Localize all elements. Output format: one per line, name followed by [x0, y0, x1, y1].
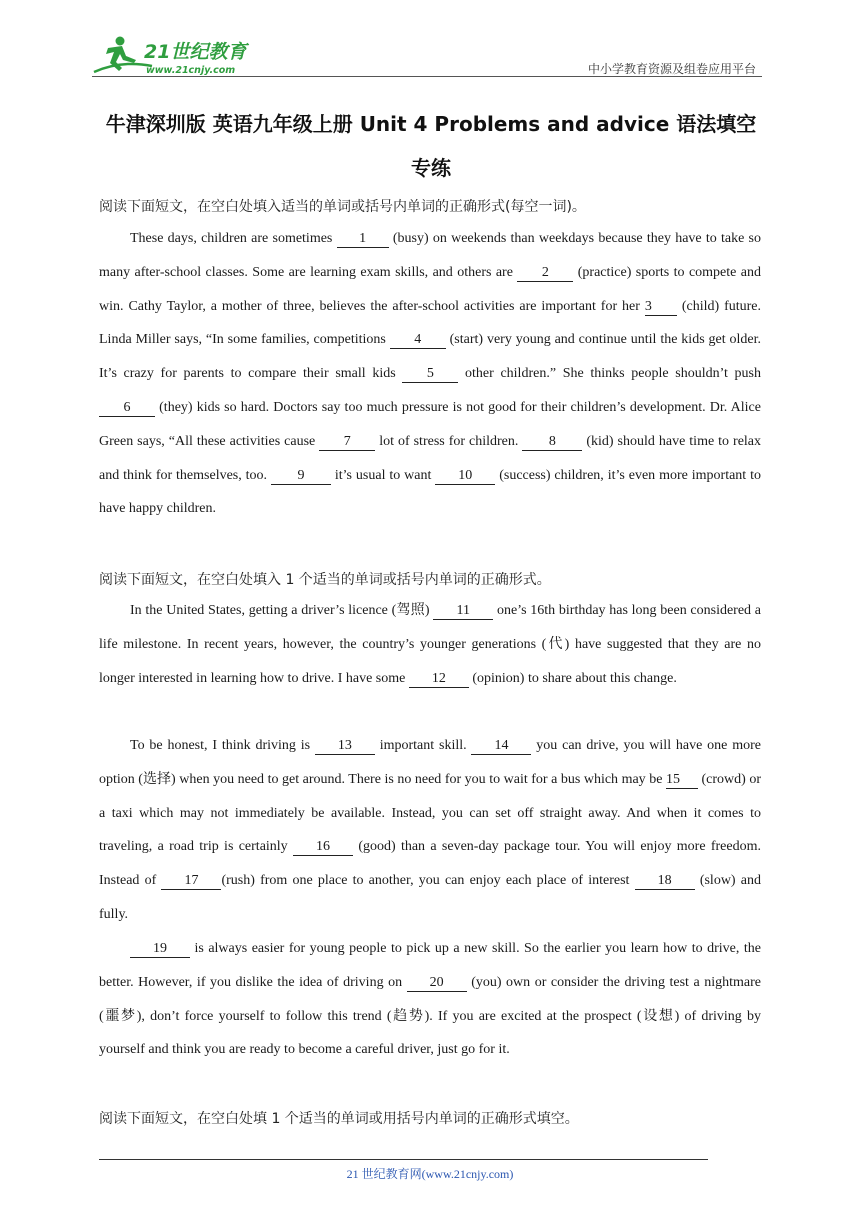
section3-instruction: 阅读下面短文，在空白处填 1 个适当的单词或用括号内单词的正确形式填空。	[99, 1111, 579, 1127]
blank-11[interactable]: 11	[433, 603, 493, 620]
blank-3[interactable]: 3	[645, 299, 677, 316]
site-logo	[92, 32, 262, 76]
footer-divider	[99, 1159, 708, 1160]
svg-text:21世纪教育: 21世纪教育	[144, 41, 247, 63]
page-title: 牛津深圳版 英语九年级上册 Unit 4 Problems and advice 语法填空	[105, 112, 757, 136]
blank-20[interactable]: 20	[407, 975, 467, 992]
header-platform-text: 中小学教育资源及组卷应用平台	[587, 62, 756, 76]
footer-link[interactable]: 21 世纪教育网(www.21cnjy.com)	[346, 1167, 514, 1181]
blank-7[interactable]: 7	[319, 434, 375, 451]
blank-16[interactable]: 16	[293, 839, 353, 856]
blank-9[interactable]: 9	[271, 468, 331, 485]
blank-18[interactable]: 18	[635, 873, 695, 890]
blank-5[interactable]: 5	[402, 366, 458, 383]
section2-instruction: 阅读下面短文，在空白处填入 1 个适当的单词或括号内单词的正确形式。	[99, 572, 551, 588]
blank-14[interactable]: 14	[471, 738, 531, 755]
section2-paragraph-1: In the United States, getting a driver’s licence (驾照) 11 one’s 16th birthday has long been considered a life milestone. In recent years, however, the country’s younger generations (代) have suggested that they are no longer interested in learning how to drive. I have some 12 (opinion) to share about this change.	[99, 603, 761, 686]
page-header	[92, 30, 762, 80]
blank-19[interactable]: 19	[130, 941, 190, 958]
section2-paragraph-3: 19 is always easier for young people to pick up a new skill. So the earlier you learn how to drive, the better. However, if you dislike the idea of driving on 20 (you) own or consider the driving test a nightmare (噩梦), don’t force yourself to follow this trend (趋势). If you are excited at the prospect (设想) of driving by yourself and think you are ready to become a careful driver, just go for it.	[99, 941, 761, 1058]
section2-paragraph-2: To be honest, I think driving is 13 important skill. 14 you can drive, you will have one more option (选择) when you need to get around. There is no need for you to wait for a bus which may be 15 (crowd) or a taxi which may not immediately be available. Instead, you can set off straight away. And when it comes to traveling, a road trip is certainly 16 (good) than a seven-day package tour. You will enjoy more freedom. Instead of 17 (rush) from one place to another, you can enjoy each place of interest 18 (slow) and fully.	[99, 738, 761, 922]
blank-8[interactable]: 8	[522, 434, 582, 451]
blank-15[interactable]: 15	[666, 772, 698, 789]
blank-12[interactable]: 12	[409, 671, 469, 688]
blank-17[interactable]: 17	[161, 873, 221, 890]
section1-instruction: 阅读下面短文，在空白处填入适当的单词或括号内单词的正确形式(每空一词)。	[99, 199, 586, 215]
blank-10[interactable]: 10	[435, 468, 495, 485]
header-divider	[92, 76, 762, 77]
blank-4[interactable]: 4	[390, 332, 446, 349]
blank-2[interactable]: 2	[517, 265, 573, 282]
blank-1[interactable]: 1	[337, 231, 389, 248]
page-title-cont: 专练	[411, 156, 451, 180]
section1-passage: These days, children are sometimes 1 (busy) on weekends than weekdays because they have to take so many after-school classes. Some are learning exam skills, and others are 2 (practice) sports to compete and win. Cathy Taylor, a mother of three, believes the after-school activities are important for her 3 (child) future. Linda Miller says, “In some families, competitions 4 (start) very young and continue until the kids get older. It’s crazy for parents to compare their small kids 5 other children.” She thinks people shouldn’t push 6 (they) kids so hard. Doctors say too much pressure is not good for their children’s development. Dr. Alice Green says, “All these activities cause 7 lot of stress for children. 8 (kid) should have time to relax and think for themselves, too. 9 it’s usual to want 10 (success) children, it’s even more important to have happy children.	[99, 231, 762, 517]
svg-text:www.21cnjy.com: www.21cnjy.com	[146, 65, 236, 76]
blank-13[interactable]: 13	[315, 738, 375, 755]
blank-6[interactable]: 6	[99, 400, 155, 417]
